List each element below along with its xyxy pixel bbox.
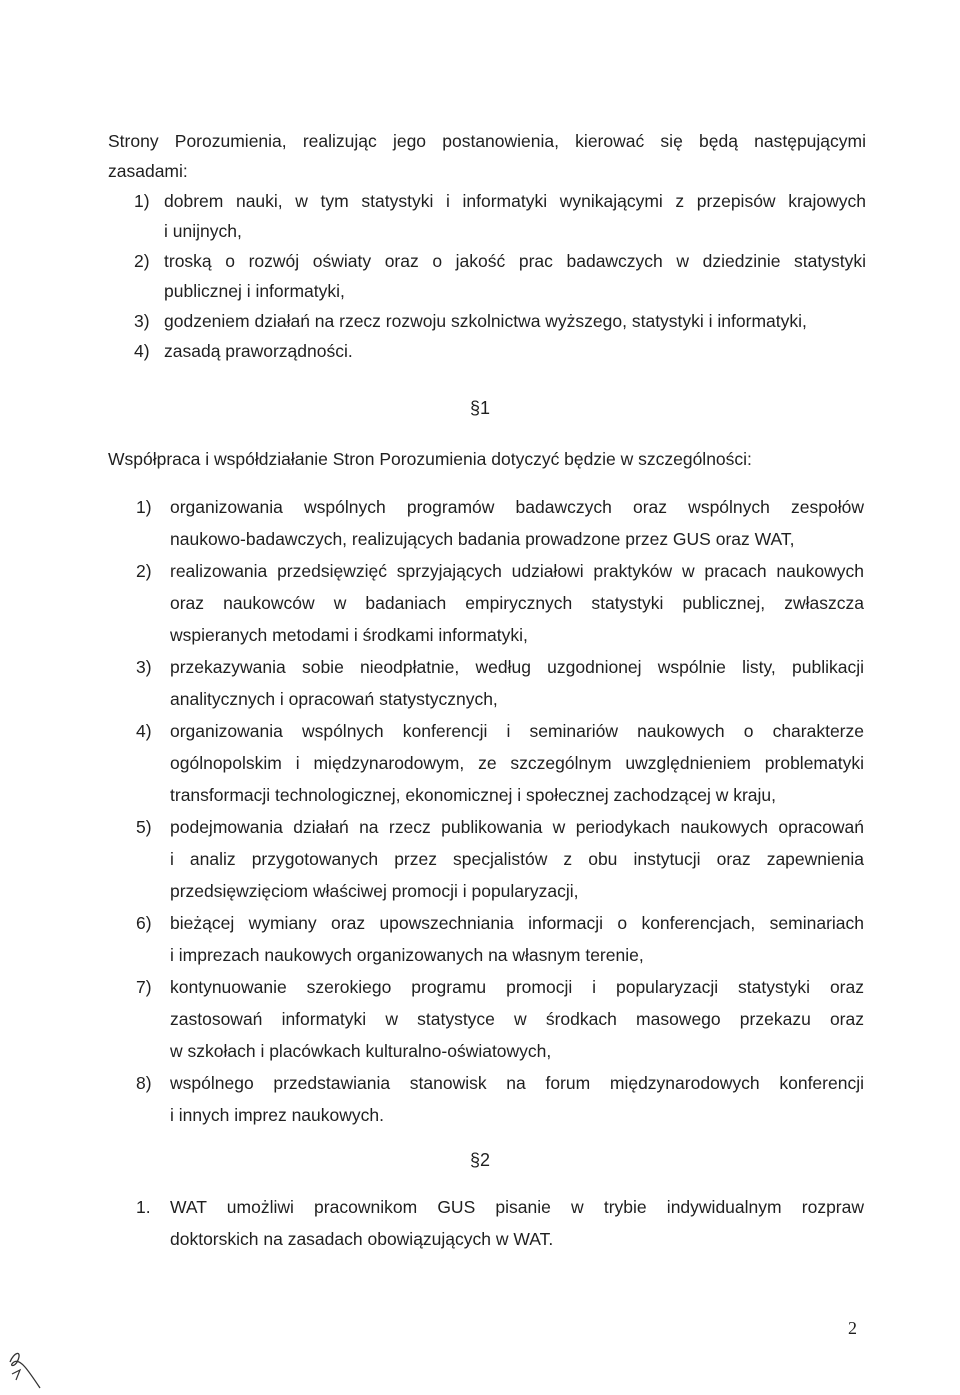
- list-item: [108, 186, 866, 246]
- item-line: bieżącej wymiany oraz upowszechniania informacji o konferencjach, seminariach: [170, 913, 864, 933]
- list-item: [108, 1191, 864, 1255]
- item-line: analitycznych i opracowań statystycznych,: [170, 689, 498, 709]
- item-line: i analiz przygotowanych przez specjalistów z obu instytucji oraz zapewnienia: [170, 849, 864, 869]
- section-lead: Współpraca i współdziałanie Stron Porozumienia dotyczyć będzie w szczególności:: [108, 449, 752, 469]
- item-line: w szkołach i placówkach kulturalno-oświatowych,: [170, 1041, 552, 1061]
- item-number: 2): [134, 251, 150, 271]
- list-item: [108, 491, 864, 555]
- item-line: doktorskich na zasadach obowiązujących w WAT.: [170, 1229, 554, 1249]
- item-line: troską o rozwój oświaty oraz o jakość prac badawczych w dziedzinie statystyki: [164, 251, 866, 271]
- list-item: [108, 555, 864, 651]
- item-line: przekazywania sobie nieodpłatnie, według uzgodnionej wspólnie listy, publikacji: [170, 657, 864, 677]
- section-heading: §1: [469, 398, 491, 418]
- intro-block: [108, 126, 866, 366]
- item-number: 8): [136, 1073, 152, 1093]
- item-line: i unijnych,: [164, 221, 242, 241]
- list-item: [108, 336, 866, 366]
- item-line: kontynuowanie szerokiego programu promocji i popularyzacji statystyki oraz: [170, 977, 864, 997]
- item-number: 1.: [136, 1197, 151, 1217]
- list-item: [108, 246, 866, 306]
- item-number: 7): [136, 977, 152, 997]
- item-number: 2): [136, 561, 152, 581]
- item-line: ogólnopolskim i międzynarodowym, ze szczególnym uwzględnieniem problematyki: [170, 753, 864, 773]
- item-number: 6): [136, 913, 152, 933]
- item-line: organizowania wspólnych programów badawczych oraz wspólnych zespołów: [170, 497, 864, 517]
- item-line: wspólnego przedstawiania stanowisk na forum międzynarodowych konferencji: [170, 1073, 864, 1093]
- item-line: transformacji technologicznej, ekonomicznej i społecznej zachodzącej w kraju,: [170, 785, 776, 805]
- item-line: dobrem nauki, w tym statystyki i informatyki wynikającymi z przepisów krajowych: [164, 191, 866, 211]
- item-number: 3): [136, 657, 152, 677]
- item-line: godzeniem działań na rzecz rozwoju szkolnictwa wyższego, statystyki i informatyki,: [164, 311, 807, 331]
- list-item: [108, 306, 866, 336]
- provisions-list: [108, 1191, 864, 1255]
- intro-line: Strony Porozumienia, realizując jego postanowienia, kierować się będą następującymi: [108, 131, 866, 151]
- item-line: zasadą praworządności.: [164, 341, 353, 361]
- page-number: 2: [848, 1318, 857, 1338]
- item-line: wspieranych metodami i środkami informatyki,: [170, 625, 528, 645]
- item-line: podejmowania działań na rzecz publikowania w periodykach naukowych opracowań: [170, 817, 864, 837]
- item-number: 3): [134, 311, 150, 331]
- section-heading: §2: [469, 1150, 491, 1170]
- list-item: [108, 1067, 864, 1131]
- list-item: [108, 651, 864, 715]
- list-item: [108, 811, 864, 907]
- item-number: 1): [134, 191, 150, 211]
- item-line: publicznej i informatyki,: [164, 281, 345, 301]
- item-line: i innych imprez naukowych.: [170, 1105, 384, 1125]
- item-line: oraz naukowców w badaniach empirycznych statystyki publicznej, zwłaszcza: [170, 593, 864, 613]
- list-item: [108, 971, 864, 1067]
- handwritten-initial-mark: [6, 1340, 46, 1390]
- item-number: 4): [134, 341, 150, 361]
- item-line: naukowo-badawczych, realizujących badania prowadzone przez GUS oraz WAT,: [170, 529, 795, 549]
- list-item: [108, 907, 864, 971]
- item-number: 1): [136, 497, 152, 517]
- item-line: i imprezach naukowych organizowanych na własnym terenie,: [170, 945, 644, 965]
- item-number: 4): [136, 721, 152, 741]
- intro-line: zasadami:: [108, 161, 188, 181]
- item-line: zastosowań informatyki w statystyce w środkach masowego przekazu oraz: [170, 1009, 864, 1029]
- item-line: WAT umożliwi pracownikom GUS pisanie w trybie indywidualnym rozpraw: [170, 1197, 864, 1217]
- item-line: realizowania przedsięwzięć sprzyjających udziałowi praktyków w pracach naukowych: [170, 561, 864, 581]
- list-item: [108, 715, 864, 811]
- principles-list: [108, 186, 866, 366]
- cooperation-list: [108, 491, 864, 1131]
- item-line: przedsięwzięciom właściwej promocji i popularyzacji,: [170, 881, 579, 901]
- item-line: organizowania wspólnych konferencji i seminariów naukowych o charakterze: [170, 721, 864, 741]
- item-number: 5): [136, 817, 152, 837]
